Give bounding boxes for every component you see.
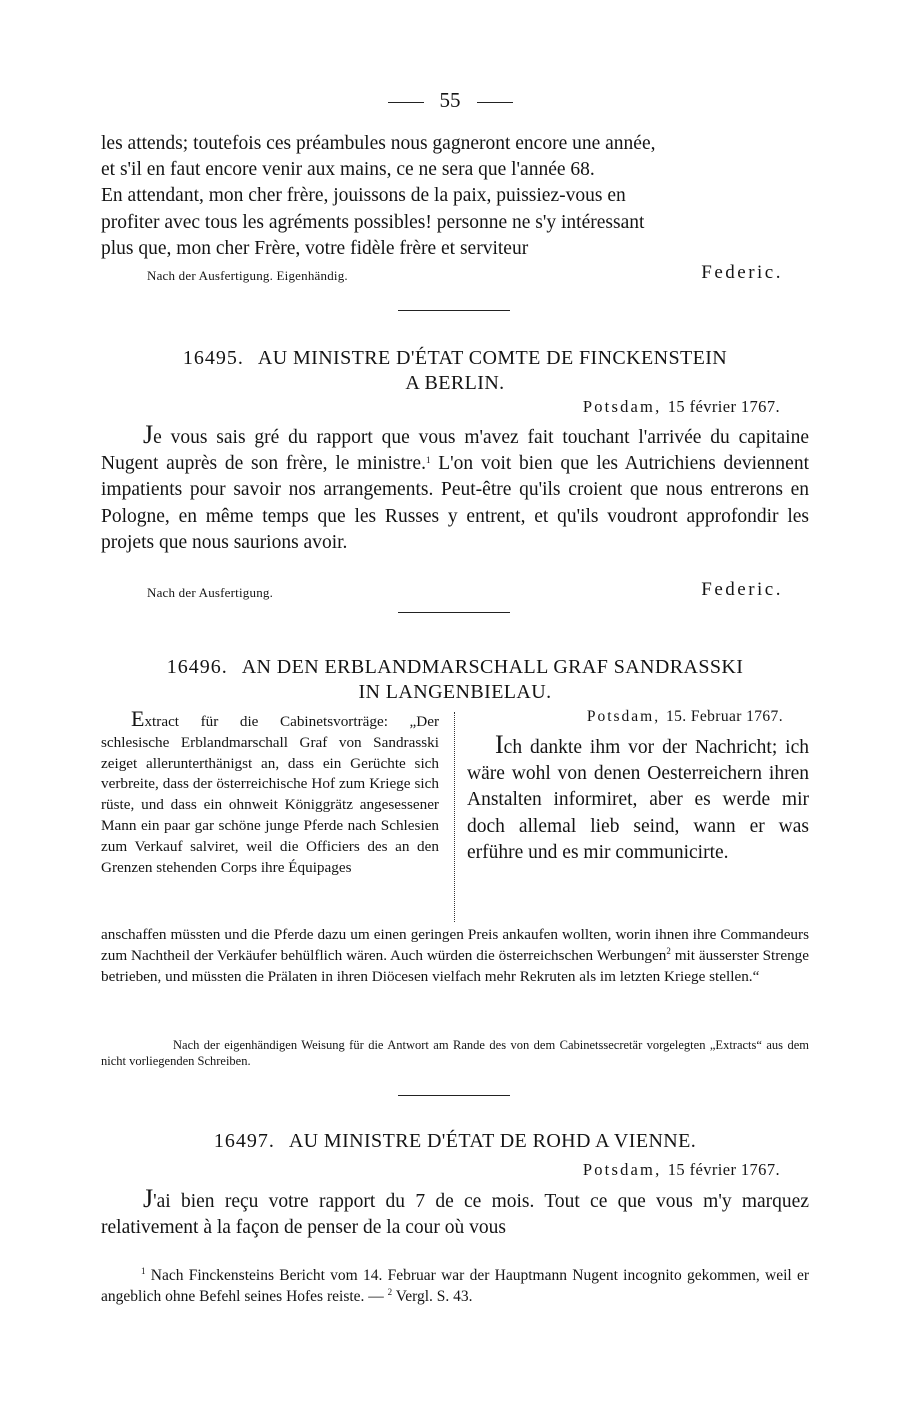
letter-16496-source bbox=[101, 1037, 809, 1069]
date: 15 février 1767. bbox=[667, 1160, 780, 1179]
heading-title: AU MINISTRE D'ÉTAT DE ROHD A VIENNE. bbox=[288, 1130, 697, 1152]
letter-number: 16497. bbox=[213, 1130, 275, 1152]
letter-number: 16495. bbox=[182, 347, 244, 369]
extract-paragraph bbox=[101, 708, 439, 878]
dateline bbox=[467, 708, 809, 726]
column-divider bbox=[454, 712, 455, 922]
footnote-2: Vergl. S. 43. bbox=[392, 1288, 473, 1305]
footnote-ref: 1 bbox=[425, 455, 431, 466]
extract-column bbox=[101, 708, 439, 878]
date: 15 février 1767. bbox=[667, 397, 780, 416]
dateline bbox=[583, 397, 780, 417]
footnote-ref: 2 bbox=[666, 945, 671, 956]
initial-letter: E bbox=[131, 706, 145, 731]
text-line: les attends; toutefois ces préambules nous gagneront encore une année, bbox=[101, 133, 656, 154]
heading-line: A BERLIN. bbox=[405, 372, 505, 394]
dateline bbox=[583, 1160, 780, 1180]
extract-continuation bbox=[101, 925, 809, 987]
initial-letter: J bbox=[143, 420, 154, 449]
reply-text-block bbox=[467, 732, 809, 866]
letter-number: 16496. bbox=[166, 656, 228, 678]
signature: Federic. bbox=[701, 262, 783, 283]
date: 15. Februar 1767. bbox=[665, 708, 783, 725]
extract-text: mit äusserster Strenge betrieben, und müssten die Prälaten in ihren Diöcesen vielfach mehr Rekruten als im letzten Kriege stellen.“ bbox=[101, 946, 809, 985]
section-divider bbox=[398, 1095, 510, 1096]
heading-title: AN DEN ERBLANDMARSCHALL GRAF SANDRASSKI bbox=[241, 656, 744, 678]
place: Potsdam, bbox=[582, 1160, 662, 1179]
letter-16495-heading bbox=[101, 346, 809, 396]
extract-paragraph bbox=[101, 925, 809, 987]
paragraph-text: 'ai bien reçu votre rapport du 7 de ce mois. Tout ce que vous m'y marquez relativement à la façon de penser de la cour où vous bbox=[101, 1191, 809, 1239]
running-head bbox=[0, 88, 900, 113]
reply-text: ch dankte ihm vor der Nachricht; ich wäre wohl von denen Oesterreichern ihren Anstalten informiret, aber es werde mir doch allemal lieb seind, wann er was erführe und es mir communicirte. bbox=[467, 737, 809, 863]
letter-16494-ending bbox=[101, 131, 809, 262]
source-note: Nach der Ausfertigung. bbox=[147, 585, 274, 600]
dash-left bbox=[388, 102, 424, 103]
section-divider bbox=[398, 310, 510, 311]
footnote-mark: 1 bbox=[141, 1266, 146, 1276]
letter-16497-heading bbox=[101, 1129, 809, 1154]
paragraph-text: e vous sais gré du rapport que vous m'avez fait touchant l'arrivée du capitaine Nugent auprès de son frère, le ministre. bbox=[101, 427, 809, 475]
letter-paragraph bbox=[101, 1186, 809, 1241]
text-line: et s'il en faut encore venir aux mains, ce ne sera que l'année 68. bbox=[101, 159, 595, 181]
paragraph-text: L'on voit bien que les Autrichiens deviennent impatients pour savoir nos arrangements. Peut-être qu'ils croient que nous entrerons en Pologne, en même temps que les Russes y entrent, et qu'ils voudront approfondir les projets que nous saurions avoir. bbox=[101, 453, 809, 553]
text-line: profiter avec tous les agréments possibles! personne ne s'y intéressant bbox=[101, 211, 645, 233]
footnote-mark: 2 bbox=[387, 1287, 393, 1297]
heading-line: IN LANGENBIELAU. bbox=[358, 681, 552, 703]
heading-line bbox=[101, 1129, 809, 1154]
source-note: Nach der Ausfertigung. Eigenhändig. bbox=[147, 268, 348, 283]
heading-line bbox=[101, 346, 809, 371]
letter-16494-closing bbox=[101, 262, 809, 288]
heading-title: AU MINISTRE D'ÉTAT COMTE DE FINCKENSTEIN bbox=[257, 347, 728, 369]
letter-16495-closing bbox=[101, 579, 809, 605]
footnote-text bbox=[101, 1265, 809, 1307]
page-number: 55 bbox=[439, 88, 461, 112]
letter-paragraph bbox=[101, 422, 809, 556]
section-divider bbox=[398, 612, 510, 613]
dash-right bbox=[477, 102, 513, 103]
footnotes bbox=[101, 1265, 809, 1307]
initial-letter: I bbox=[495, 730, 504, 759]
text-line: En attendant, mon cher frère, jouissons de la paix, puissiez-vous en bbox=[101, 185, 626, 207]
heading-line bbox=[101, 655, 809, 680]
reply-paragraph bbox=[467, 732, 809, 866]
extract-text: anschaffen müssten und die Pferde dazu um einen geringen Preis ankaufen wollten, worin ihnen ihre Commandeurs zum Nachtheil der Verkäufer behülflich wären. Auch würden die österreichschen Werbungen bbox=[101, 926, 809, 964]
initial-letter: J bbox=[143, 1184, 154, 1213]
letter-16497-body bbox=[101, 1186, 809, 1241]
extract-text: xtract für die Cabinetsvorträge: „Der schlesische Erblandmarschall Graf von Sandrasski zeiget allerunterthänigst an, dass ein Gerüchte sich verbreite, dass der österreichische Hof zum Kriege sich rüste, und dass ein ohnweit Königgrätz angesessener Mann ein paar gar schöne junge Pferde nach Schlesien zum Verkauf salviret, weil die Officiers des an den Grenzen stehenden Corps ihre Équipages bbox=[101, 713, 439, 876]
text-line: plus que, mon cher Frère, votre fidèle frère et serviteur bbox=[101, 237, 529, 259]
place: Potsdam, bbox=[586, 708, 661, 725]
letter-16496-heading bbox=[101, 655, 809, 705]
letter-16495-body bbox=[101, 422, 809, 556]
footnote-1: Nach Finckensteins Bericht vom 14. Februar war der Hauptmann Nugent incognito gekommen, weil er angeblich ohne Befehl seines Hofes reiste. — bbox=[101, 1267, 809, 1305]
signature: Federic. bbox=[701, 579, 783, 600]
reply-column bbox=[467, 708, 809, 866]
place: Potsdam, bbox=[582, 397, 662, 416]
source-note: Nach der eigenhändigen Weisung für die Antwort am Rande des von dem Cabinetssecretär vorgelegten „Extracts“ aus dem nicht vorliegenden Schreiben. bbox=[101, 1038, 809, 1068]
